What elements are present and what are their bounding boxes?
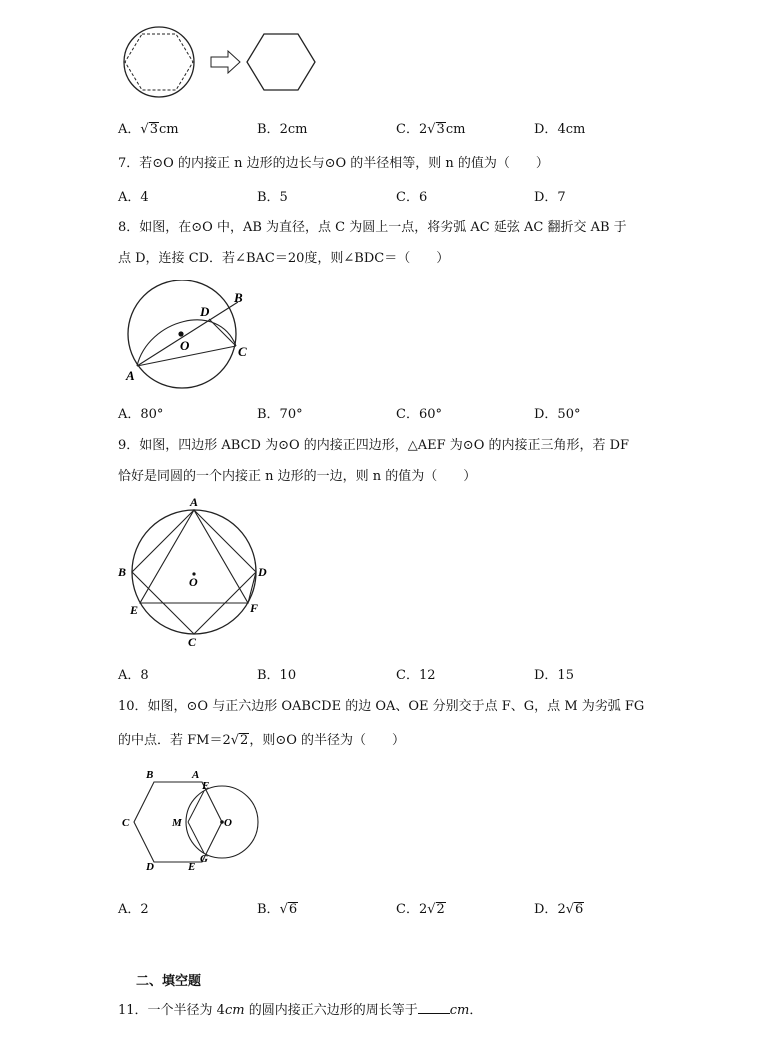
- q8-option-d: D．50°: [534, 407, 581, 422]
- q7-question: 7．若⊙O 的内接正 n 边形的边长与⊙O 的半径相等，则 n 的值为（ ）: [118, 156, 549, 171]
- q10-option-a: A．2: [118, 902, 149, 917]
- q9-triangle-aef: [140, 510, 248, 603]
- q9-label-e: E: [130, 603, 139, 617]
- q9-label-c: C: [188, 635, 197, 649]
- q8-question-line1: 8．如图，在⊙O 中，AB 为直径，点 C 为圆上一点，将劣弧 AC 延弦 AC 翻折交 AB 于: [118, 220, 627, 235]
- q10-label-g: G: [200, 853, 208, 865]
- q10-option-d: D．2√6: [534, 902, 584, 917]
- q10-label-f: E: [202, 780, 210, 792]
- q8-label-o: O: [180, 338, 190, 353]
- q9-option-b: B．10: [257, 668, 297, 683]
- q10-label-a: A: [192, 769, 200, 781]
- q9-option-d: D．15: [534, 668, 574, 683]
- q10-segment-gm: [188, 822, 204, 853]
- q8-option-a: A．80°: [118, 407, 164, 422]
- q10-label-c: C: [122, 817, 130, 829]
- q10-question-line2: 的中点．若 FM＝2√2，则⊙O 的半径为（ ）: [118, 733, 406, 748]
- q10-label-o: O: [224, 817, 232, 829]
- q8-label-c: C: [238, 344, 247, 359]
- q9-option-a: A．8: [118, 668, 149, 683]
- q10-figure: [118, 766, 268, 878]
- q6-figure: [118, 26, 323, 106]
- q9-figure: [116, 492, 276, 652]
- q10-option-c: C．2√2: [396, 902, 445, 917]
- q9-label-d: D: [258, 565, 267, 579]
- q8-label-d: D: [200, 304, 210, 319]
- q7-option-c: C．6: [396, 190, 428, 205]
- q6-option-c: C．2√3cm: [396, 122, 466, 137]
- q8-label-b: B: [234, 290, 243, 305]
- q10-option-b: B．√6: [257, 902, 298, 917]
- q8-option-b: B．70°: [257, 407, 303, 422]
- q7-option-a: A．4: [118, 190, 149, 205]
- q8-center-dot: [178, 331, 183, 336]
- q8-label-a: A: [126, 368, 135, 383]
- q6-circle: [124, 27, 194, 97]
- q8-option-c: C．60°: [396, 407, 442, 422]
- q9-option-c: C．12: [396, 668, 436, 683]
- q8-diameter-ab: [137, 302, 238, 366]
- q9-question-line1: 9．如图，四边形 ABCD 为⊙O 的内接正四边形，△AEF 为⊙O 的内接正三角形，若 DF: [118, 438, 630, 453]
- q9-label-f: F: [250, 601, 259, 615]
- q9-question-line2: 恰好是同圆的一个内接正 n 边形的一边，则 n 的值为（ ）: [118, 469, 477, 484]
- q7-option-b: B．5: [257, 190, 288, 205]
- q11-question: 11．一个半径为 4cm 的圆内接正六边形的周长等于 cm．: [118, 1003, 483, 1018]
- q9-circle: [132, 510, 259, 634]
- q9-label-o: O: [189, 575, 198, 589]
- q8-figure: [118, 280, 268, 390]
- q10-label-b: B: [146, 769, 154, 781]
- q10-label-e: E: [188, 861, 196, 873]
- q8-segment-cd: [209, 319, 236, 346]
- q11-answer-blank[interactable]: [418, 1002, 450, 1014]
- q10-segment-fm: [188, 791, 204, 822]
- section-heading: 二、填空题: [136, 974, 202, 989]
- q10-label-d: D: [146, 861, 154, 873]
- q6-option-a: A．√3cm: [118, 122, 179, 137]
- q7-option-d: D．7: [534, 190, 566, 205]
- q6-option-d: D．4cm: [534, 122, 586, 137]
- q6-arrow: [211, 51, 240, 73]
- q6-hexagon: [247, 34, 315, 90]
- q8-question-line2: 点 D，连接 CD．若∠BAC＝20度，则∠BDC＝（ ）: [118, 251, 450, 266]
- q10-label-m: M: [172, 817, 182, 829]
- q9-label-a: A: [190, 495, 199, 509]
- q9-label-b: B: [118, 565, 127, 579]
- q6-inner-hexagon: [125, 34, 193, 90]
- q6-option-b: B．2cm: [257, 122, 308, 137]
- q10-question-line1: 10．如图，⊙O 与正六边形 OABCDE 的边 OA、OE 分别交于点 F、G，点 M 为劣弧 FG: [118, 699, 645, 714]
